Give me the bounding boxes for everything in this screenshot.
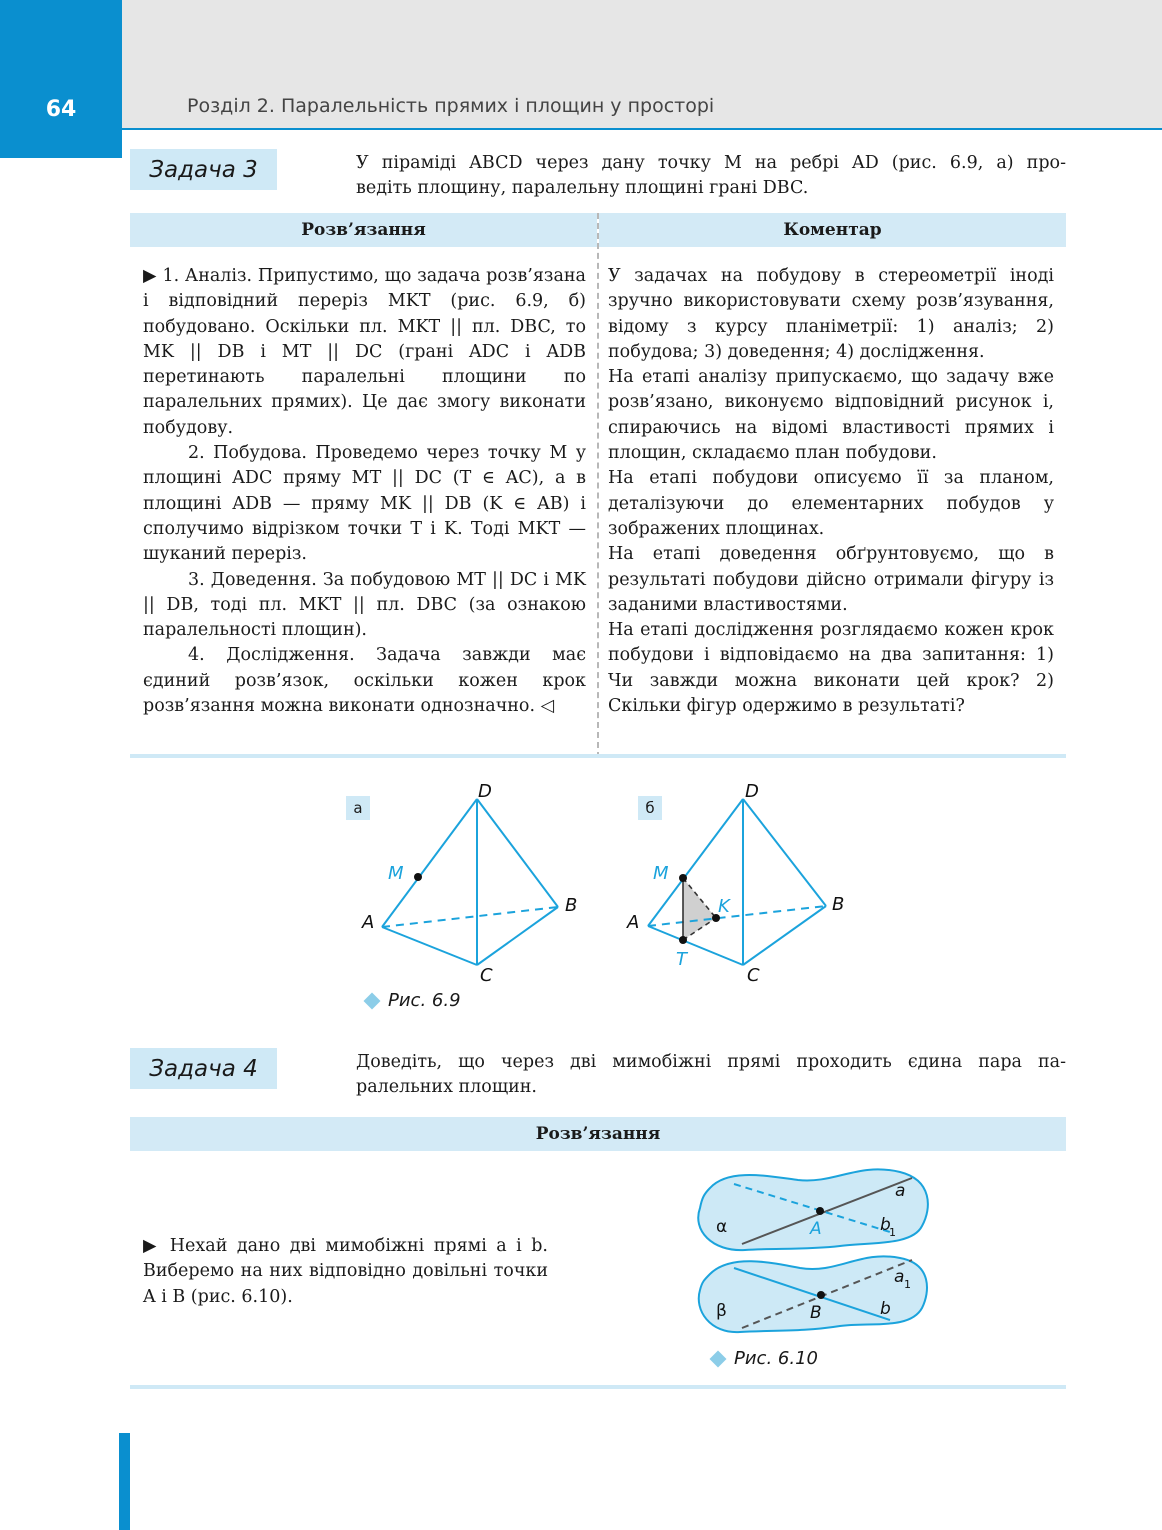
task4-statement-line2: ралельних площин. <box>356 1077 537 1097</box>
label-m-a: M <box>388 863 404 884</box>
label-beta: β <box>716 1301 727 1321</box>
comment-para-1: У задачах на побудову в стереометрії іноді зручно використовувати схему розв’язування, відому з курсу планіметрії: 1) аналіз; 2) побудова; 3) доведення; 4) дослідження. <box>608 266 1054 362</box>
label-m-b: M <box>653 863 669 884</box>
label-a: a <box>895 1181 906 1201</box>
figure-6-10 <box>690 1160 940 1360</box>
solution-step-construction: 2. Побудова. Проведемо через точку M у площині ADC пряму MT || DC (T ∈ AC), а в площині ADB — пряму MK || DB (K ∈ AB) і сполучимо відрізком точки T і K. Тоді MKT — шуканий переріз. <box>143 443 586 565</box>
label-a1-sub: 1 <box>904 1278 911 1291</box>
figure-tag-b: б <box>638 796 662 820</box>
task4-statement-line1: Доведіть, що через дві мимобіжні прямі проходить єдина пара па- <box>356 1052 1066 1072</box>
label-k-b: K <box>718 896 730 917</box>
label-b1: b <box>880 1215 891 1235</box>
task3-statement-line2: ведіть площину, паралельну площині грані DBC. <box>356 178 809 198</box>
chapter-title: Розділ 2. Паралельність прямих і площин у просторі <box>187 95 715 117</box>
caption-diamond-icon <box>364 993 381 1010</box>
header-rule <box>122 128 1162 130</box>
comment-header: Коментар <box>599 213 1066 247</box>
page-number: 64 <box>45 97 77 122</box>
figure-6-9 <box>340 775 900 990</box>
label-a1: a <box>894 1267 905 1287</box>
label-d-b: D <box>745 781 759 802</box>
label-b-b: B <box>832 894 845 915</box>
comment-para-2: На етапі аналізу припускаємо, що задачу вже розв’язано, виконуємо відповідний рисунок і, спираючись на відомі властивості прямих і площин, складаємо план побудови. <box>608 367 1054 464</box>
section-rule-1 <box>130 754 1066 758</box>
task4-statement <box>356 1050 1066 1100</box>
solution-step-proof: 3. Доведення. За побудовою MT || DC і MK || DB, тоді пл. MKT || пл. DBC (за ознакою паралельності площин). <box>143 569 586 641</box>
figure-6-9-caption-text: Рис. 6.9 <box>388 990 461 1011</box>
figure-6-9-caption <box>366 990 461 1011</box>
pyramid-b <box>648 799 826 965</box>
task3-statement <box>356 151 1066 201</box>
label-alpha: α <box>716 1217 728 1237</box>
label-a-a: A <box>362 912 375 933</box>
section-mkt <box>683 878 716 940</box>
task3-solution <box>143 264 586 719</box>
label-c-a: C <box>480 965 493 986</box>
label-c-b: C <box>747 965 760 986</box>
label-b-a: B <box>565 895 578 916</box>
caption-diamond-icon-2 <box>710 1351 727 1368</box>
figure-tag-a: а <box>346 796 370 820</box>
comment-para-5: На етапі дослідження розглядаємо кожен крок побудови і відповідаємо на два запитання: 1) Чи завжди можна виконати цей крок? 2) Скільки фігур одержимо в результаті? <box>608 620 1054 717</box>
label-A: A <box>810 1219 822 1239</box>
task3-comment <box>608 264 1054 719</box>
point-t-b <box>679 936 687 944</box>
label-B: B <box>810 1303 822 1323</box>
label-b1-sub: 1 <box>889 1226 896 1239</box>
comment-para-4: На етапі доведення обґрунтовуємо, що в результаті побудови дійсно отримали фігуру із заданими властивостями. <box>608 544 1054 615</box>
point-m-b <box>679 874 687 882</box>
task3-label: Задача 3 <box>130 149 277 190</box>
figure-6-10-caption <box>712 1348 818 1369</box>
solution-header: Розв’язання <box>130 213 597 247</box>
task4-solution: ▶ Нехай дано дві мимобіжні прямі a і b. Виберемо на них відповідно довільні точки A і B (рис. 6.10). <box>143 1236 548 1307</box>
task4-solution-header: Розв’язання <box>130 1117 1066 1151</box>
label-b: b <box>880 1299 891 1319</box>
comment-para-3: На етапі побудови описуємо її за планом, деталізуючи до елементарних побудов у зображених площинах. <box>608 468 1054 539</box>
label-d-a: D <box>478 781 492 802</box>
section-rule-2 <box>130 1385 1066 1389</box>
solution-step-research: 4. Дослідження. Задача завжди має єдиний розв’язок, оскільки кожен крок розв’язання можна виконати однозначно. ◁ <box>143 645 586 717</box>
pyramid-a <box>382 799 558 965</box>
label-a-b: A <box>627 912 640 933</box>
task3-statement-line1: У піраміді ABCD через дану точку M на ребрі AD (рис. 6.9, а) про- <box>356 153 1066 173</box>
solution-step-analysis: ▶ 1. Аналіз. Припустимо, що задача розв’язана і відповідний переріз MKT (рис. 6.9, б) побудовано. Оскільки пл. MKT || пл. DBC, то MK || DB і MT || DC (грані ADC і ADB перетинають паралельні площини по паралельних прямих). Це дає змогу виконати побудову. <box>143 266 586 438</box>
page-tab <box>0 0 122 158</box>
task4-label: Задача 4 <box>130 1048 277 1089</box>
column-divider <box>597 213 599 758</box>
label-t-b: T <box>676 949 687 970</box>
footer-accent-bar <box>119 1433 130 1530</box>
point-m-a <box>414 873 422 881</box>
figure-6-10-caption-text: Рис. 6.10 <box>734 1348 818 1369</box>
